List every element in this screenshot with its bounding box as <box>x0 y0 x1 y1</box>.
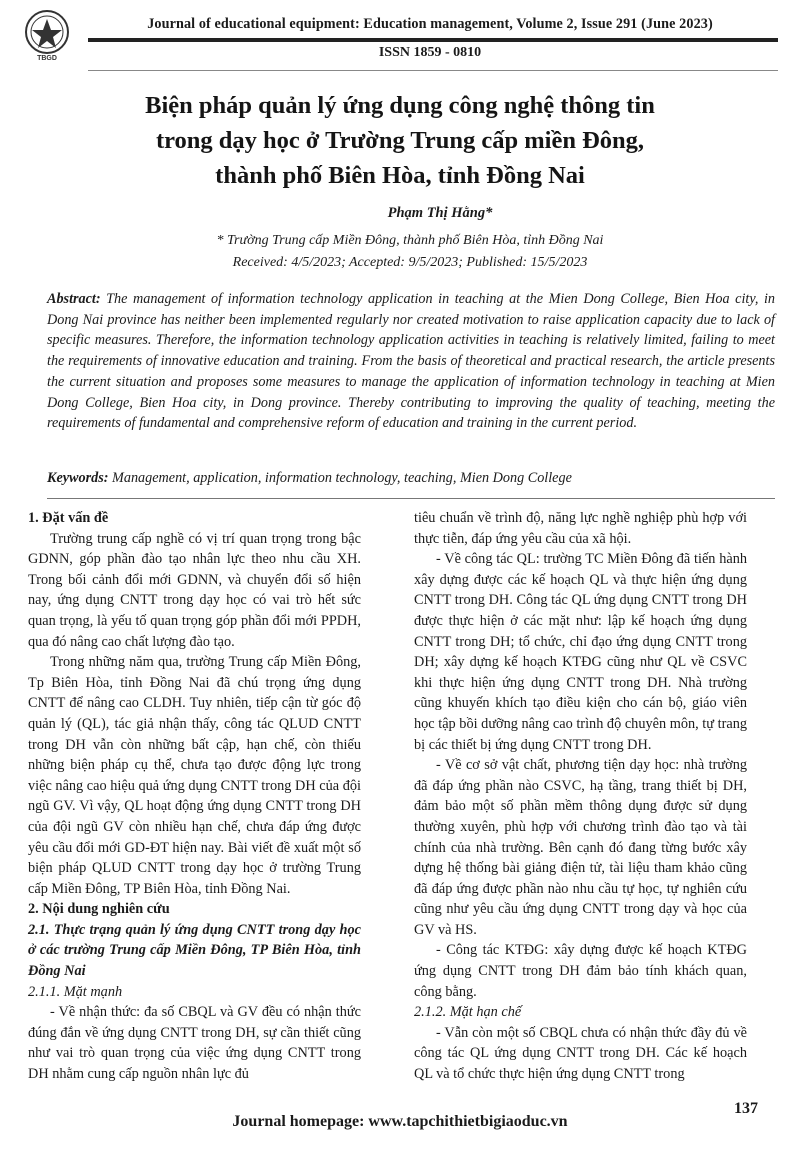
journal-homepage: Journal homepage: www.tapchithietbigiaoduc.vn <box>232 1113 568 1130</box>
abstract <box>47 289 775 434</box>
title-line: trong dạy học ở Trường Trung cấp miền Đông, <box>155 127 645 154</box>
abstract-divider <box>47 498 775 499</box>
abstract-text: The management of information technology application in teaching at the Mien Dong College, Bien Hoa city, in Dong Nai province has neither been implemented regularly nor created motivation to raise application capacity due to lack of specific measures. Therefore, the information technology application activities in teaching is relatively limited, failing to meet the requirements of innovative education and training. From the basis of theoretical and practical research, the article presents the current situation and proposes some measures to manage the application of information technology in teaching at Mien Dong College, Bien Hoa city, in Dong province. Thereby contributing to improving the quality of teaching, meeting the requirements of fundamental and comprehensive reform of education and training in the current period. <box>47 291 775 432</box>
paragraph: - Vẫn còn một số CBQL chưa có nhận thức đầy đủ về công tác QL ứng dụng CNTT trong DH. Các kế hoạch QL và tổ chức thực hiện ứng dụng CNTT trong <box>414 1024 747 1083</box>
header-rule <box>88 38 778 42</box>
article-title <box>60 88 740 193</box>
title-line: thành phố Biên Hòa, tỉnh Đồng Nai <box>215 162 585 189</box>
subsubsection-heading: 2.1.2. Mặt hạn chế <box>414 1004 522 1021</box>
paragraph: tiêu chuẩn về trình độ, năng lực nghề nghiệp phù hợp với thực tiễn, đáp ứng yêu cầu của xã hội. <box>414 510 747 547</box>
paragraph: - Về công tác QL: trường TC Miền Đông đã tiến hành xây dựng được các kế hoạch QL và thực hiện ứng dụng CNTT trong DH. Công tác QL ứng dụng CNTT trong DH được thực hiện ở các mặt như: lập kế hoạch ứng dụng CNTT trong DH; tổ chức, chỉ đạo ứng dụng CNTT trong DH; xây dựng kế hoạch KTĐG cũng như QL về CSVC khi thực hiện ứng dụng CNTT trong DH. Nhà trường cũng khuyến khích tạo điều kiện cho cán bộ, giáo viên học tập bồi dưỡng nâng cao trình độ chuyên môn, tự trang bị các thiết bị ứng dụng CNTT trong DH. <box>414 551 747 753</box>
abstract-label: Abstract: <box>47 291 101 307</box>
paragraph: - Về cơ sở vật chất, phương tiện dạy học: nhà trường đã đáp ứng phần nào CSVC, hạ tầng, trang thiết bị DH, đảm bảo một số phần mềm thông dụng được sử dụng thường xuyên, phù hợp với chương trình đào tạo và tài chính của nhà trường. Bên cạnh đó đang từng bước xây dựng hệ thống bài giảng điện tử, tài liệu tham khảo cũng đã đáp ứng được phần nào nhu cầu tự học, tự nghiên cứu cũng như yêu cầu ứng dụng CNTT trong dạy và học của GV và HS. <box>414 757 747 938</box>
received-dates: Received: 4/5/2023; Accepted: 9/5/2023; Published: 15/5/2023 <box>232 255 588 270</box>
paragraph: - Công tác KTĐG: xây dựng được kế hoạch KTĐG ứng dụng CNTT trong DH đảm bảo tính khách quan, công bằng. <box>414 942 747 1000</box>
keywords-label: Keywords: <box>47 470 109 486</box>
author: Phạm Thị Hằng* <box>387 205 493 221</box>
keywords <box>47 470 775 487</box>
logo-text: TBGD <box>37 55 57 62</box>
paragraph: Trường trung cấp nghề có vị trí quan trọng trong bậc GDNN, góp phần đào tạo nhân lực theo nhu cầu XH. Trong bối cảnh đổi mới GDNN, và chuyển đổi số hiện nay, ứng dụng CNTT trong dạy học có vai trò hết sức quan trọng, là yếu tố quan trọng góp phần đổi mới PPDH, qua đó nâng cao chất lượng đào tạo. <box>28 530 361 650</box>
journal-logo <box>22 8 72 62</box>
right-column <box>414 508 747 1085</box>
section-heading: 1. Đặt vấn đề <box>28 510 109 526</box>
header-rule-thin <box>88 70 778 71</box>
affiliation: * Trường Trung cấp Miền Đông, thành phố Biên Hòa, tỉnh Đồng Nai <box>216 233 604 248</box>
paragraph: - Về nhận thức: đa số CBQL và GV đều có nhận thức đúng đắn về ứng dụng CNTT trong DH, sự cần thiết cũng như vai trò quan trọng của việc ứng dụng CNTT trong DH nhằm cung cấp nguồn nhân lực đủ <box>28 1004 361 1083</box>
subsubsection-heading: 2.1.1. Mặt mạnh <box>28 983 123 1000</box>
keywords-text: Management, application, information technology, teaching, Mien Dong College <box>108 470 572 486</box>
page-number: 137 <box>734 1100 758 1117</box>
left-column <box>28 508 361 1085</box>
journal-line: Journal of educational equipment: Education management, Volume 2, Issue 291 (June 2023) <box>147 16 713 32</box>
issn: ISSN 1859 - 0810 <box>378 45 482 60</box>
section-heading: 2. Nội dung nghiên cứu <box>28 901 170 918</box>
subsection-heading: 2.1. Thực trạng quản lý ứng dụng CNTT trong dạy học ở các trường Trung cấp Miền Đông, TP Biên Hòa, tỉnh Đồng Nai <box>28 921 361 980</box>
paragraph: Trong những năm qua, trường Trung cấp Miền Đông, Tp Biên Hòa, tỉnh Đồng Nai đã chú trọng ứng dụng CNTT để nâng cao CLDH. Tuy nhiên, tiếp cận từ góc độ quản lý (QL), tác giả nhận thấy, công tác QLUD CNTT trong DH vẫn còn những bất cập, hạn chế, còn thiếu những biện pháp cụ thể, chưa tạo được động lực trong việc nâng cao hiệu quả ứng dụng CNTT trong DH của đội ngũ GV. Vì vậy, QL hoạt động ứng dụng CNTT trong DH của đội ngũ GV còn nhiều hạn chế, chưa đáp ứng được yêu cầu đổi mới GD-ĐT hiện nay. Bài viết đề xuất một số biện pháp QLUD CNTT trong dạy học ở trường Trung cấp Miền Đông, TP Biên Hòa, tỉnh Đồng Nai. <box>28 654 361 897</box>
title-line: Biện pháp quản lý ứng dụng công nghệ thông tin <box>145 92 655 119</box>
